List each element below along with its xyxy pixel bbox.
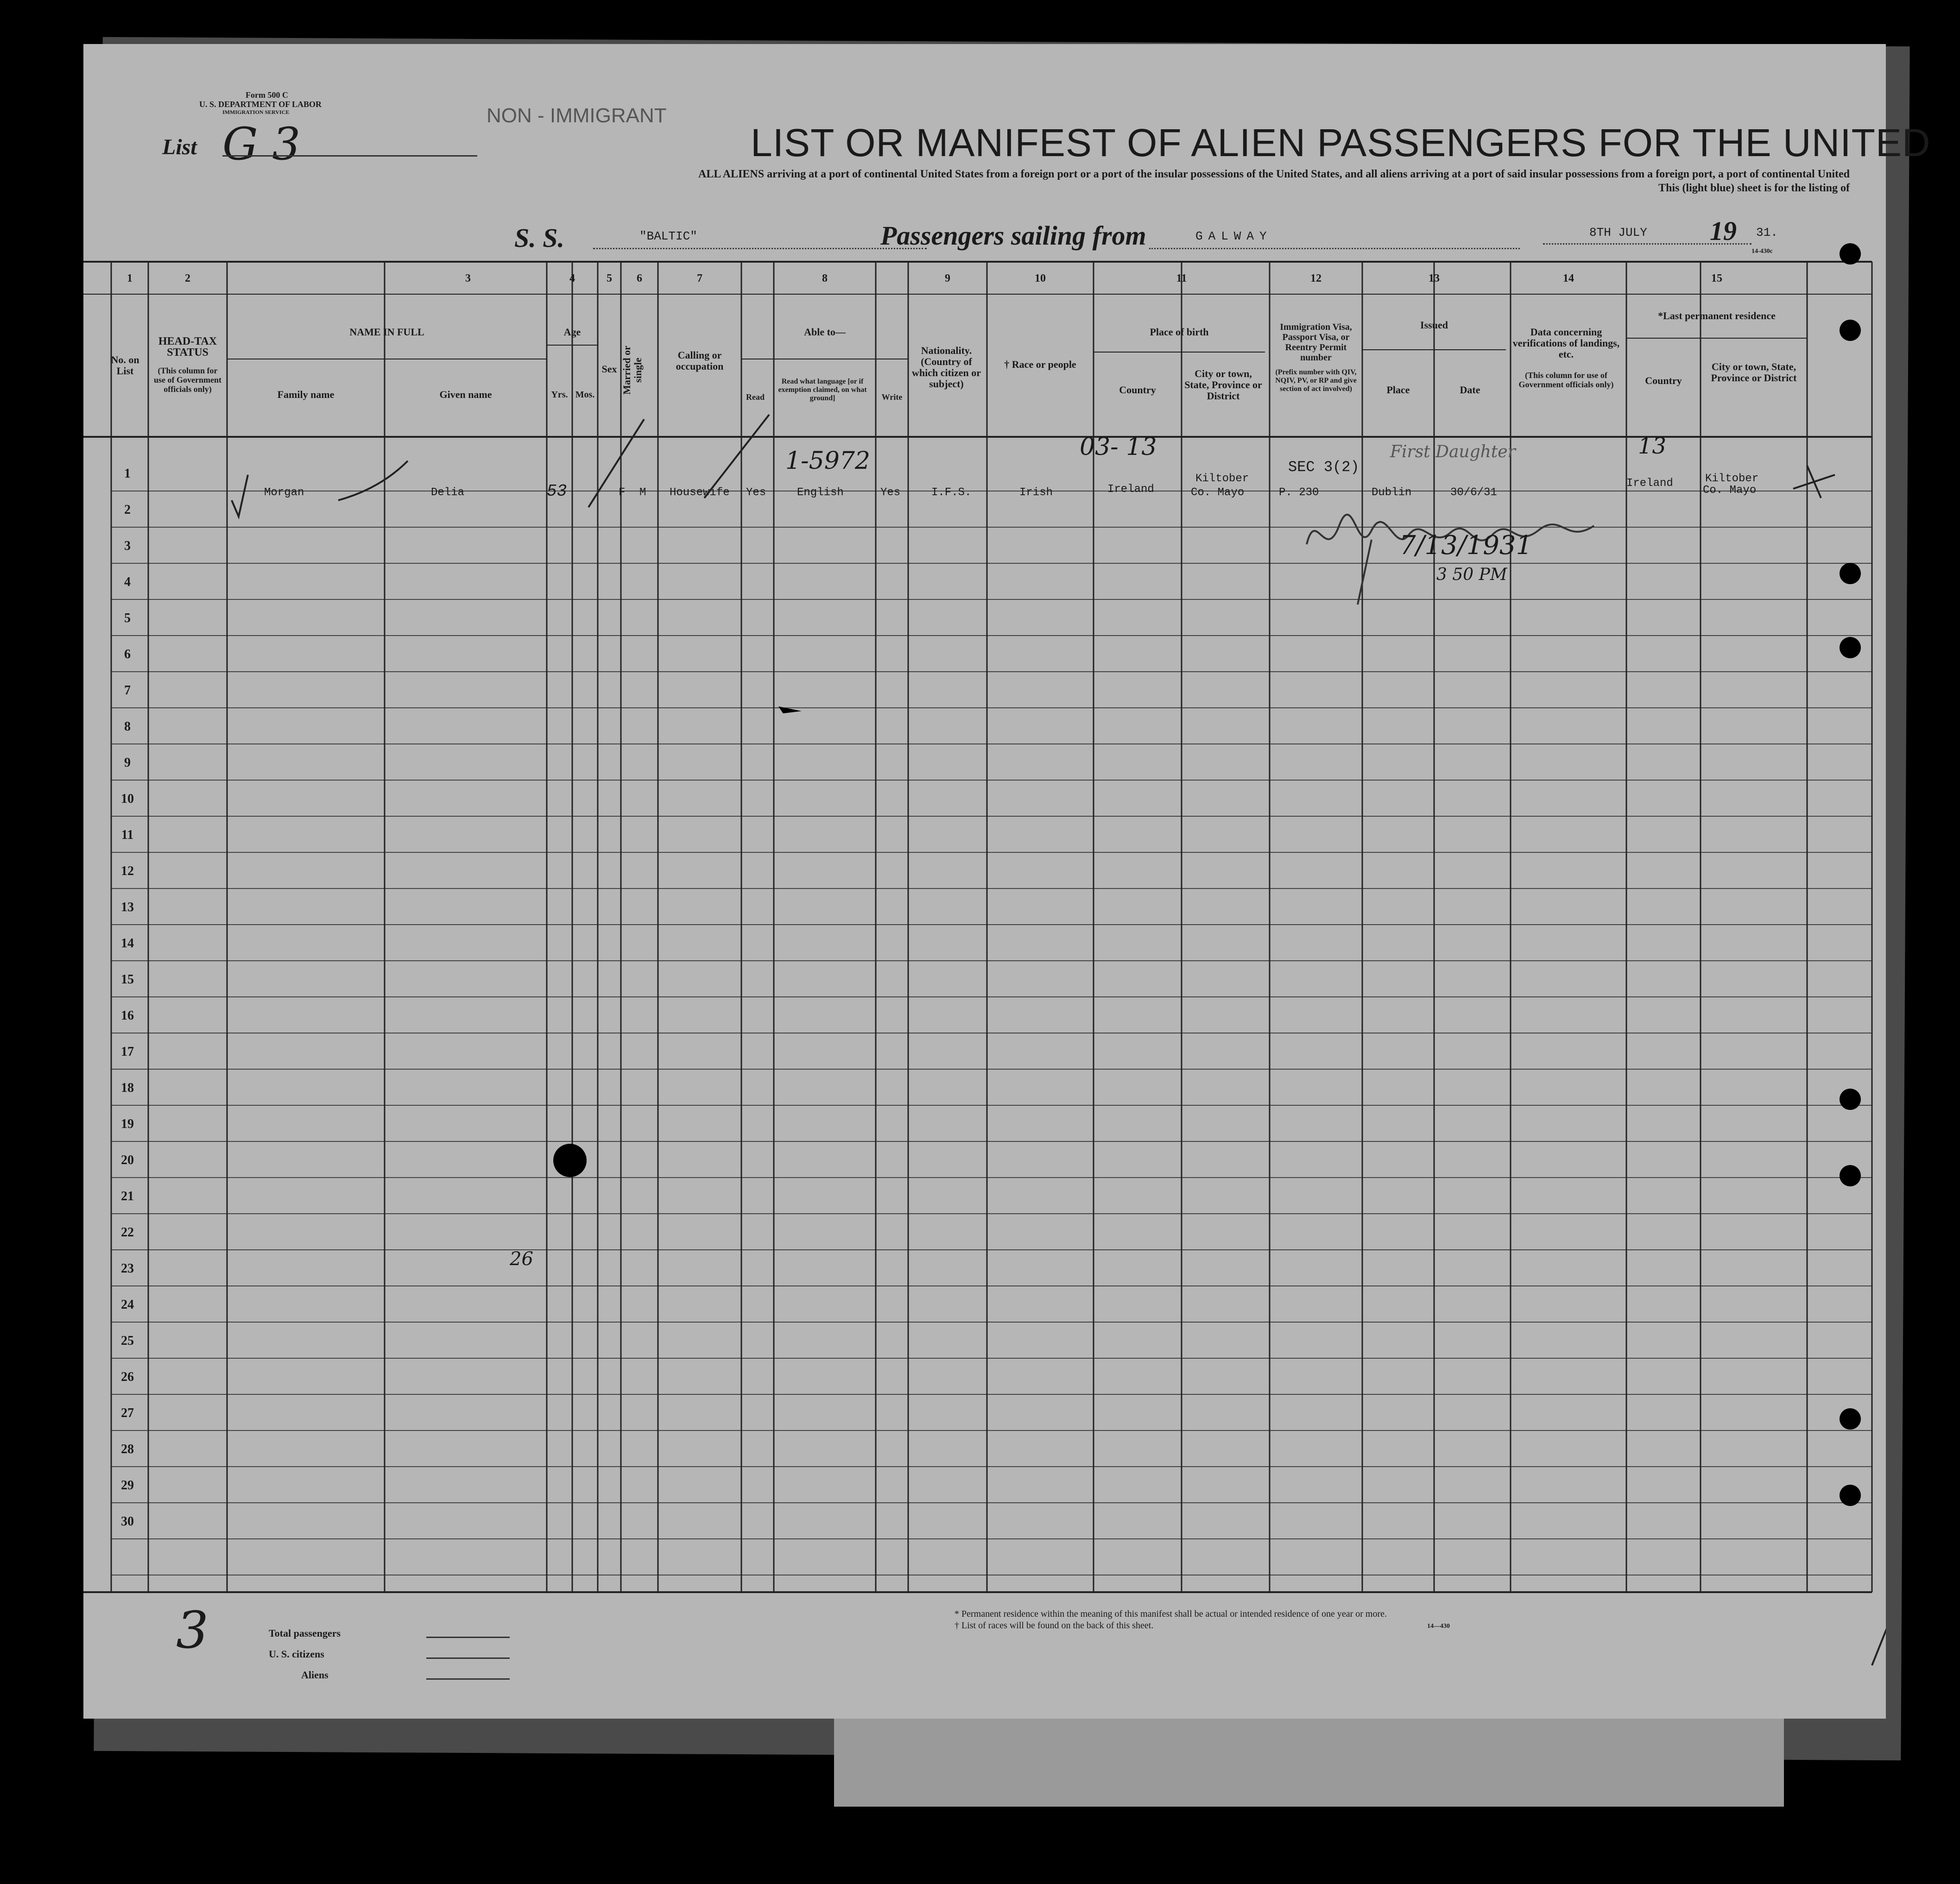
column-number: 14 [1563,272,1574,284]
row-number: 1 [124,466,131,481]
column-number: 3 [465,272,471,284]
col-issued-place: Place [1386,384,1410,396]
column-number: 13 [1429,272,1440,284]
footer-aliens: Aliens [301,1669,329,1681]
col-given-name: Given name [439,389,492,400]
col-read-language: Read what language [or if exemption claimed, on what ground] [778,378,867,402]
row-number: 11 [121,828,134,842]
col-family-name: Family name [277,389,335,400]
column-number: 4 [569,272,575,284]
entry-read: Yes [746,486,766,499]
entry-age: 53 [547,482,567,501]
entry-visa-number: P. 230 [1279,486,1319,499]
col-age: Age [563,326,581,338]
non-immigrant-stamp: NON - IMMIGRANT [487,104,667,127]
row-number: 22 [121,1225,134,1240]
row-number: 20 [121,1153,134,1167]
row-number: 26 [121,1370,134,1384]
entry-birth-city-1: Kiltober [1195,473,1249,485]
hand-note-1: 1-5972 [785,447,870,475]
entry-write: Yes [880,486,901,499]
col-married: Married or single [621,346,644,395]
row-number: 8 [124,719,131,734]
year-label: 19 [1710,216,1737,246]
entry-birth-city-2: Co. Mayo [1191,486,1245,499]
col-lr-city: City or town, State, Province or District [1711,361,1797,384]
row-number: 5 [124,611,131,625]
col-calling: Calling or occupation [676,349,724,372]
row-number: 6 [124,647,131,662]
col-verifications: Data concerning verifications of landings, etc. [1512,326,1620,360]
col-lr-country: Country [1645,375,1682,386]
hand-note-4: 26 [510,1248,533,1270]
column-number: 2 [185,272,190,284]
subtitle-line-2: This (light blue) sheet is for the listing of [1658,182,1850,194]
row-number: 9 [124,756,131,770]
entry-lr-country: Ireland [1626,477,1673,490]
list-value: G 3 [222,118,301,170]
binder-hole [1840,1089,1861,1110]
binder-hole [1840,1408,1861,1430]
sailing-date: 8TH JULY [1589,226,1647,239]
column-number: 15 [1711,272,1722,284]
col-write: Write [881,392,903,402]
col-visa: Immigration Visa, Passport Visa, or Reentry Permit number [1280,322,1352,363]
binder-hole [1840,1485,1861,1506]
form-code: 14-430c [1751,248,1773,255]
total-line [426,1637,510,1638]
entry-nationality: I.F.S. [931,486,972,499]
binder-hole [1840,1165,1861,1186]
list-label: List [162,135,197,159]
row-number: 3 [124,539,131,553]
entry-visa: SEC 3(2) [1288,459,1359,476]
row-number: 19 [121,1117,134,1131]
entry-race: Irish [1019,486,1053,499]
column-number: 11 [1176,272,1187,284]
column-number: 1 [127,272,133,284]
column-number: 7 [697,272,702,284]
row-number: 7 [124,683,131,698]
col-head-tax-note: (This column for use of Government officials only) [154,366,221,394]
entry-birth-country: Ireland [1107,483,1154,496]
port-name: GALWAY [1195,229,1272,243]
col-verifications-note: (This column for use of Government officials only) [1518,371,1614,389]
row-number: 17 [121,1045,134,1059]
hand-note-5: 3 [176,1600,209,1660]
form-number: Form 500 C [246,90,288,100]
entry-calling: Housewife [670,486,730,499]
pen-marks [83,44,1886,1719]
column-number: 9 [945,272,950,284]
row-number: 18 [121,1081,134,1095]
entry-lr-city-1: Kiltober [1705,473,1759,485]
binder-hole [1840,563,1861,584]
row-number: 16 [121,1008,134,1023]
row-number: 23 [121,1261,134,1276]
entry-issued-date: 30/6/31 [1450,486,1497,499]
col-issued: Issued [1420,319,1448,331]
col-place-of-birth: Place of birth [1150,326,1209,338]
col-head-tax: HEAD-TAX STATUS [158,335,217,359]
footer-note-1: * Permanent residence within the meaning of this manifest shall be actual or intended residence of one year or more. [955,1609,1387,1619]
row-number: 28 [121,1442,134,1456]
col-mos: Mos. [575,390,595,400]
col-issued-date: Date [1460,384,1480,396]
col-read: Read [746,392,765,402]
footer-note-2: † List of races will be found on the back of this sheet. [955,1620,1154,1631]
column-number: 8 [822,272,828,284]
entry-given-name: Delia [431,486,465,499]
entry-family-name: Morgan [264,486,304,499]
row-number: 27 [121,1406,134,1420]
footer-us-citizens: U. S. citizens [269,1648,324,1660]
col-sex: Sex [601,363,617,375]
page-title: LIST OR MANIFEST OF ALIEN PASSENGERS FOR THE UNITED [751,121,1931,164]
col-birth-country: Country [1119,384,1156,396]
entry-married: M [639,486,646,499]
col-yrs: Yrs. [551,390,568,400]
column-number: 10 [1035,272,1046,284]
binder-hole [1840,243,1861,265]
signature-date: 7/13/1931 [1399,530,1533,561]
entry-issued-place: Dublin [1372,486,1412,499]
aliens-line [426,1678,510,1680]
row-number: 24 [121,1298,134,1312]
col-race: † Race or people [1004,359,1076,370]
service: IMMIGRATION SERVICE [222,109,290,115]
hand-note-3: 13 [1638,433,1667,459]
footer-code: 14—430 [1427,1623,1450,1630]
footer-total: Total passengers [269,1627,341,1639]
col-nationality: Nationality. (Country of which citizen or subject) [911,345,981,390]
signature-time: 3 50 PM [1436,565,1507,584]
sailing-label: Passengers sailing from [880,221,1146,251]
row-number: 4 [124,575,131,589]
row-number: 25 [121,1334,134,1348]
department: U. S. DEPARTMENT OF LABOR [199,100,322,109]
ss-label: S. S. [514,223,565,253]
row-number: 29 [121,1478,134,1493]
ship-name: "BALTIC" [639,229,697,243]
year-suffix: 31. [1756,226,1778,239]
col-visa-note: (Prefix number with QIV, NQIV, PV, or RP and give section of act involved) [1275,368,1357,393]
us-citizens-line [426,1657,510,1659]
row-number: 30 [121,1514,134,1529]
col-name-in-full: NAME IN FULL [349,326,424,338]
manifest-sheet [83,44,1931,1719]
col-no-on-list: No. on List [111,354,139,377]
col-birth-city: City or town, State, Province or District [1184,368,1262,402]
row-number: 14 [121,936,134,951]
entry-lr-city-2: Co. Mayo [1703,484,1757,497]
col-able-to: Able to— [804,326,846,338]
row-number: 12 [121,864,134,878]
row-number: 21 [121,1189,134,1203]
column-number: 12 [1310,272,1321,284]
row-number: 13 [121,900,134,914]
subtitle-line-1: ALL ALIENS arriving at a port of continental United States from a foreign port or a port of the insular possessions of the United States, and all aliens arriving at a port of said insular possessions from a foreign port, a port of continental United [698,168,1850,180]
hand-note-2: 03- 13 [1080,433,1157,461]
entry-language: English [797,486,844,499]
column-number: 5 [607,272,612,284]
binder-hole [1840,637,1861,658]
row-number: 2 [124,503,131,517]
visa-handwriting: First Daughter [1390,442,1516,461]
row-number: 10 [121,792,134,806]
column-number: 6 [637,272,642,284]
entry-sex: F [619,486,626,499]
binder-hole [1840,320,1861,341]
row-number: 15 [121,972,134,987]
col-last-residence: *Last permanent residence [1658,310,1776,321]
